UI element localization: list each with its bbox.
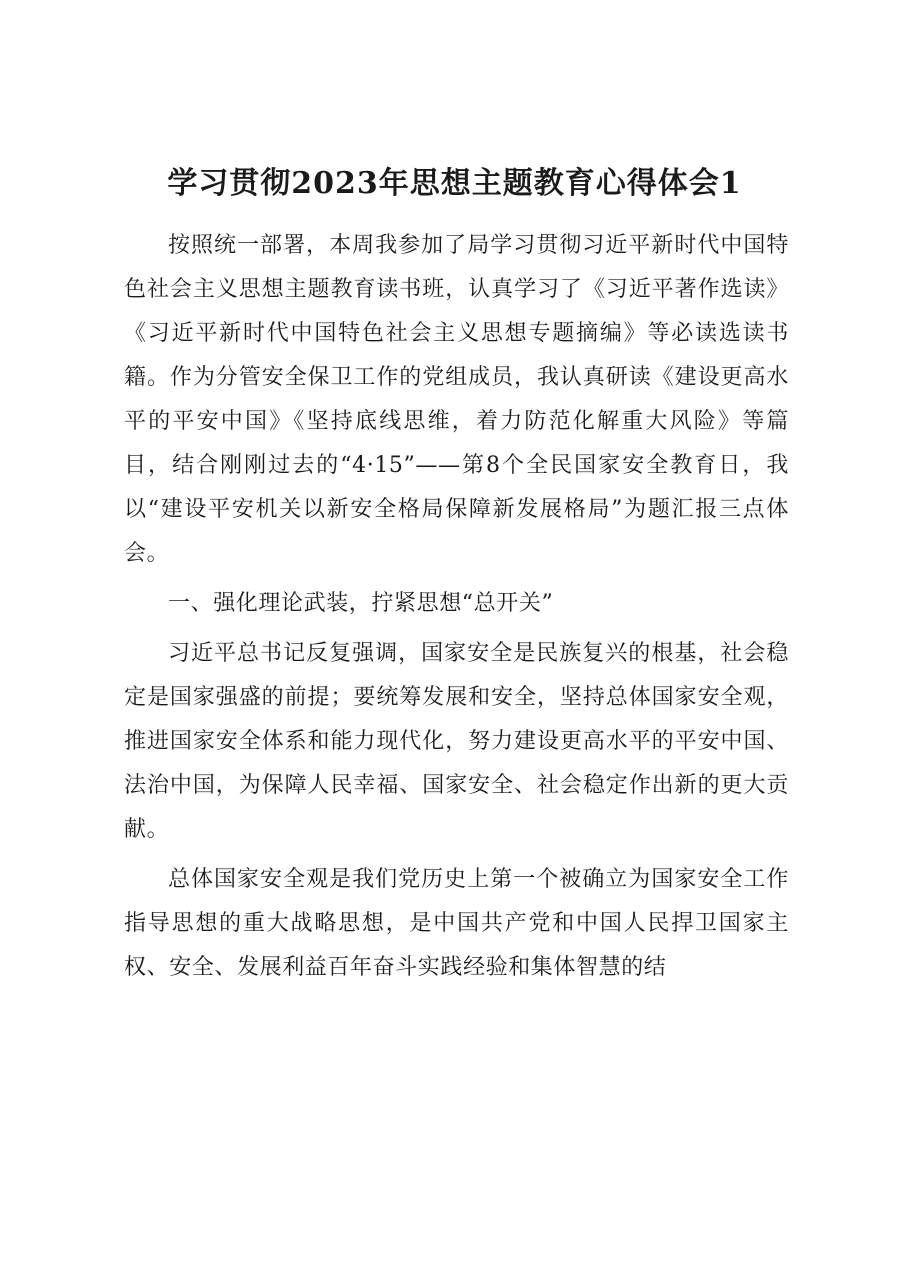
paragraph-guiding-thought: 总体国家安全观是我们党历史上第一个被确立为国家安全工作指导思想的重大战略思想，是中国共产党和中国人民捍卫国家主权、安全、发展利益百年奋斗实践经验和集体智慧的结	[124, 867, 789, 980]
paragraph-intro: 按照统一部署，本周我参加了局学习贯彻习近平新时代中国特色社会主义思想主题教育读书班，认真学习了《习近平著作选读》《习近平新时代中国特色社会主义思想专题摘编》等必读选读书籍。作为分管安全保卫工作的党组成员，我认真研读《建设更高水平的平安中国》《坚持底线思维，着力防范化解重大风险》等篇目，结合刚刚过去的“4·15”——第8个全民国家安全教育日，我以“建设平安机关以新安全格局保障新发展格局”为题汇报三点体会。	[124, 233, 789, 566]
section-heading-1: 一、强化理论武装，拧紧思想“总开关”	[168, 591, 554, 616]
paragraph-security-view: 习近平总书记反复强调，国家安全是民族复兴的根基，社会稳定是国家强盛的前提；要统筹发展和安全，坚持总体国家安全观，推进国家安全体系和能力现代化，努力建设更高水平的平安中国、法治中国，为保障人民幸福、国家安全、社会稳定作出新的更大贡献。	[124, 641, 789, 842]
document-title: 学习贯彻2023年思想主题教育心得体会1	[167, 166, 742, 201]
document-body	[124, 224, 789, 990]
